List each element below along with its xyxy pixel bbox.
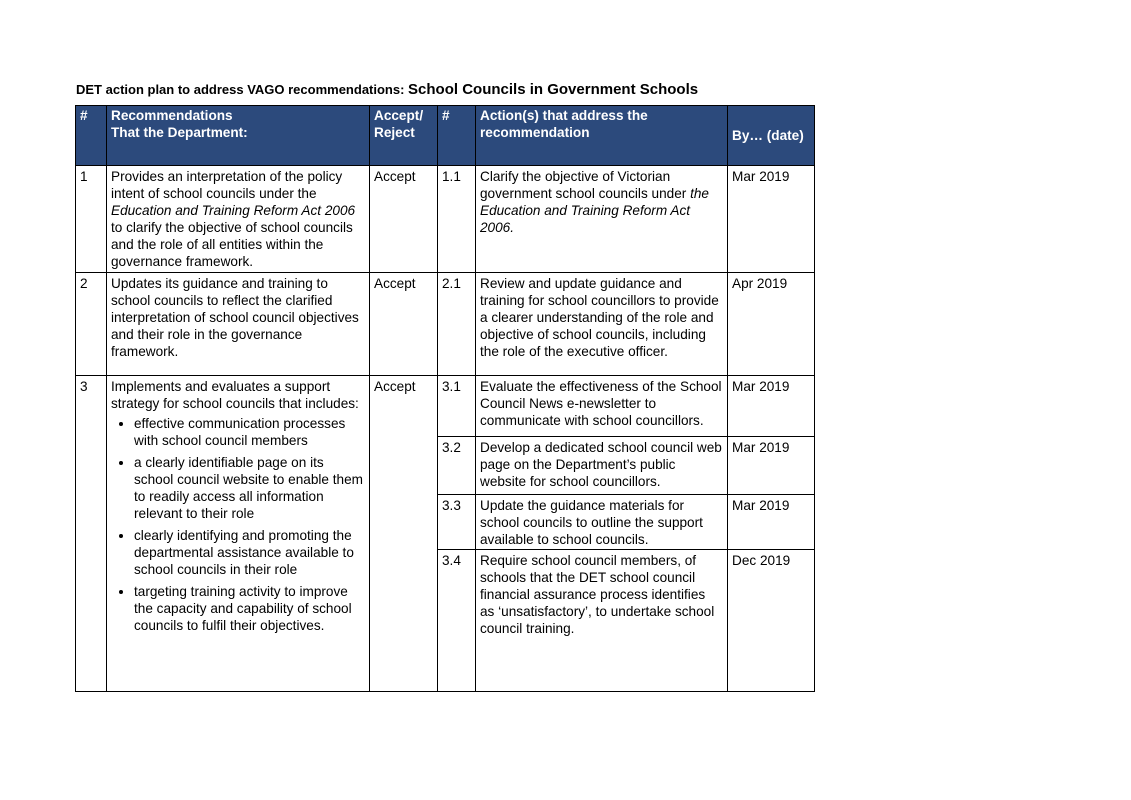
recommendation-cell xyxy=(107,376,370,692)
recommendation-bullets xyxy=(111,415,365,634)
header-action-num: # xyxy=(438,106,476,166)
table-header-row xyxy=(76,106,815,166)
page-title xyxy=(76,80,698,100)
action-date: Dec 2019 xyxy=(728,550,815,692)
header-accept-reject: Accept/ Reject xyxy=(370,106,438,166)
action-cell: Evaluate the effectiveness of the School Council News e-newsletter to communicate with school councillors. xyxy=(476,376,728,437)
title-subject: School Councils in Government Schools xyxy=(408,81,699,98)
accept-status: Accept xyxy=(370,166,438,273)
action-date: Mar 2019 xyxy=(728,166,815,273)
header-recommendations: Recommendations That the Department: xyxy=(107,106,370,166)
row-number: 2 xyxy=(76,273,107,376)
action-date: Apr 2019 xyxy=(728,273,815,376)
action-cell: Clarify the objective of Victorian government school councils under the Education and Training Reform Act 2006. xyxy=(476,166,728,273)
action-number: 3.3 xyxy=(438,495,476,550)
recommendation-cell: Updates its guidance and training to school councils to reflect the clarified interpretation of school council objectives and their role in the governance framework. xyxy=(107,273,370,376)
title-prefix: DET action plan to address VAGO recommendations: xyxy=(76,82,409,97)
row-number: 1 xyxy=(76,166,107,273)
list-item: • a clearly identifiable page on its school council website to enable them to readily access all information relevant to their role xyxy=(134,454,365,522)
accept-status: Accept xyxy=(370,273,438,376)
action-plan-table xyxy=(75,105,815,692)
recommendation-cell: Provides an interpretation of the policy intent of school councils under the Education and Training Reform Act 2006 to clarify the objective of school councils and the role of all entities within the governance framework. xyxy=(107,166,370,273)
action-date: Mar 2019 xyxy=(728,437,815,495)
list-item: • effective communication processes with school council members xyxy=(134,415,365,449)
action-date: Mar 2019 xyxy=(728,376,815,437)
header-actions: Action(s) that address the recommendation xyxy=(476,106,728,166)
row-number: 3 xyxy=(76,376,107,692)
action-number: 2.1 xyxy=(438,273,476,376)
action-number: 1.1 xyxy=(438,166,476,273)
header-num: # xyxy=(76,106,107,166)
accept-status: Accept xyxy=(370,376,438,692)
list-item: • targeting training activity to improve the capacity and capability of school councils to fulfil their objectives. xyxy=(134,583,365,634)
table-row xyxy=(76,273,815,376)
recommendation-intro: Implements and evaluates a support strategy for school councils that includes: xyxy=(111,379,359,411)
table-row xyxy=(76,376,815,437)
action-date: Mar 2019 xyxy=(728,495,815,550)
action-cell: Require school council members, of schools that the DET school council financial assurance process identifies as ‘unsatisfactory’, to undertake school council training. xyxy=(476,550,728,692)
action-cell: Review and update guidance and training for school councillors to provide a clearer understanding of the role and objective of school councils, including the role of the executive officer. xyxy=(476,273,728,376)
action-cell: Develop a dedicated school council web page on the Department’s public website for school councillors. xyxy=(476,437,728,495)
action-cell: Update the guidance materials for school councils to outline the support available to school councils. xyxy=(476,495,728,550)
header-by-date: By… (date) xyxy=(728,106,815,166)
table-row xyxy=(76,166,815,273)
action-number: 3.1 xyxy=(438,376,476,437)
action-number: 3.4 xyxy=(438,550,476,692)
list-item: • clearly identifying and promoting the departmental assistance available to school councils in their role xyxy=(134,527,365,578)
action-number: 3.2 xyxy=(438,437,476,495)
